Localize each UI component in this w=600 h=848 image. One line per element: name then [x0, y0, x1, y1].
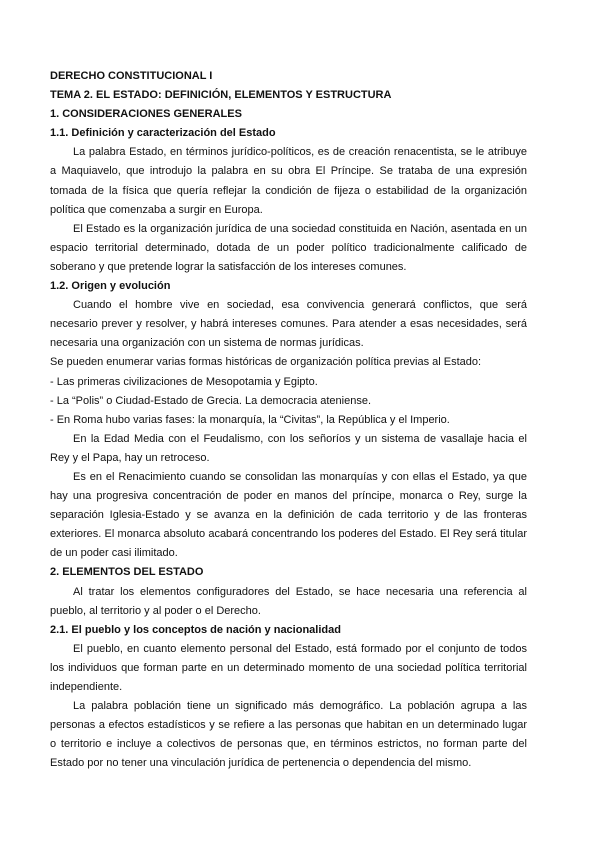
paragraph: El Estado es la organización jurídica de una sociedad constituida en Nación, asentada en un espacio territorial determinado, dotada de un poder político tradicionalmente calificado de soberano y que pretende lograr la satisfacción de los intereses comunes.	[50, 222, 527, 273]
section-heading-1: 1. CONSIDERACIONES GENERALES	[50, 108, 242, 121]
paragraph: La palabra Estado, en términos jurídico-políticos, es de creación renacentista, se le atribuye a Maquiavelo, que introdujo la palabra en su obra El Príncipe. Se trataba de una expresión tomada de la física que quería reflejar la condición de fijeza o estabilidad de la organización política que comenzaba a surgir en Europa.	[50, 146, 527, 216]
paragraph: Se pueden enumerar varias formas históricas de organización política previas al Estado:	[50, 356, 482, 369]
section-heading-2: 2. ELEMENTOS DEL ESTADO	[50, 566, 204, 579]
document-page	[50, 67, 527, 773]
paragraph: El pueblo, en cuanto elemento personal del Estado, está formado por el conjunto de todos los individuos que forman parte en un determinado momento de una sociedad política territorial independiente.	[50, 642, 527, 693]
paragraph: Es en el Renacimiento cuando se consolidan las monarquías y con ellas el Estado, ya que hay una progresiva concentración de poder en manos del príncipe, monarca o Rey, surge la separación Iglesia-Estado y se avanza en la definición de cada territorio y de las fronteras exteriores. El monarca absoluto acabará concentrando los poderes del Estado. El Rey será titular de un poder casi ilimitado.	[50, 470, 527, 560]
paragraph: Al tratar los elementos configuradores del Estado, se hace necesaria una referencia al pueblo, al territorio y al poder o el Derecho.	[50, 585, 527, 617]
list-item: - En Roma hubo varias fases: la monarquía, la “Civitas”, la República y el Imperio.	[50, 413, 450, 426]
subsection-heading-1-2: 1.2. Origen y evolución	[50, 280, 171, 293]
subsection-heading-1-1: 1.1. Definición y caracterización del Estado	[50, 127, 276, 140]
list-item: - La “Polis” o Ciudad-Estado de Grecia. La democracia ateniense.	[50, 394, 372, 407]
topic-title: TEMA 2. EL ESTADO: DEFINICIÓN, ELEMENTOS Y ESTRUCTURA	[50, 89, 392, 102]
paragraph: En la Edad Media con el Feudalismo, con los señoríos y un sistema de vasallaje hacia el Rey y el Papa, hay un retroceso.	[50, 432, 527, 464]
paragraph: La palabra población tiene un significado más demográfico. La población agrupa a las personas a efectos estadísticos y se refiere a las personas que habitan en un determinado lugar o territorio e incluye a colectivos de personas que, en términos estrictos, no forman parte del Estado por no tener una vinculación jurídica de pertenencia o dependencia del mismo.	[50, 700, 527, 770]
list-item: - Las primeras civilizaciones de Mesopotamia y Egipto.	[50, 375, 318, 388]
course-title: DERECHO CONSTITUCIONAL I	[50, 70, 213, 82]
paragraph: Cuando el hombre vive en sociedad, esa convivencia generará conflictos, que será necesario prever y resolver, y habrá intereses comunes. Para atender a esas necesidades, será necesaria una organización con un sistema de normas jurídicas.	[50, 299, 527, 350]
subsection-heading-2-1: 2.1. El pueblo y los conceptos de nación y nacionalidad	[50, 623, 341, 636]
